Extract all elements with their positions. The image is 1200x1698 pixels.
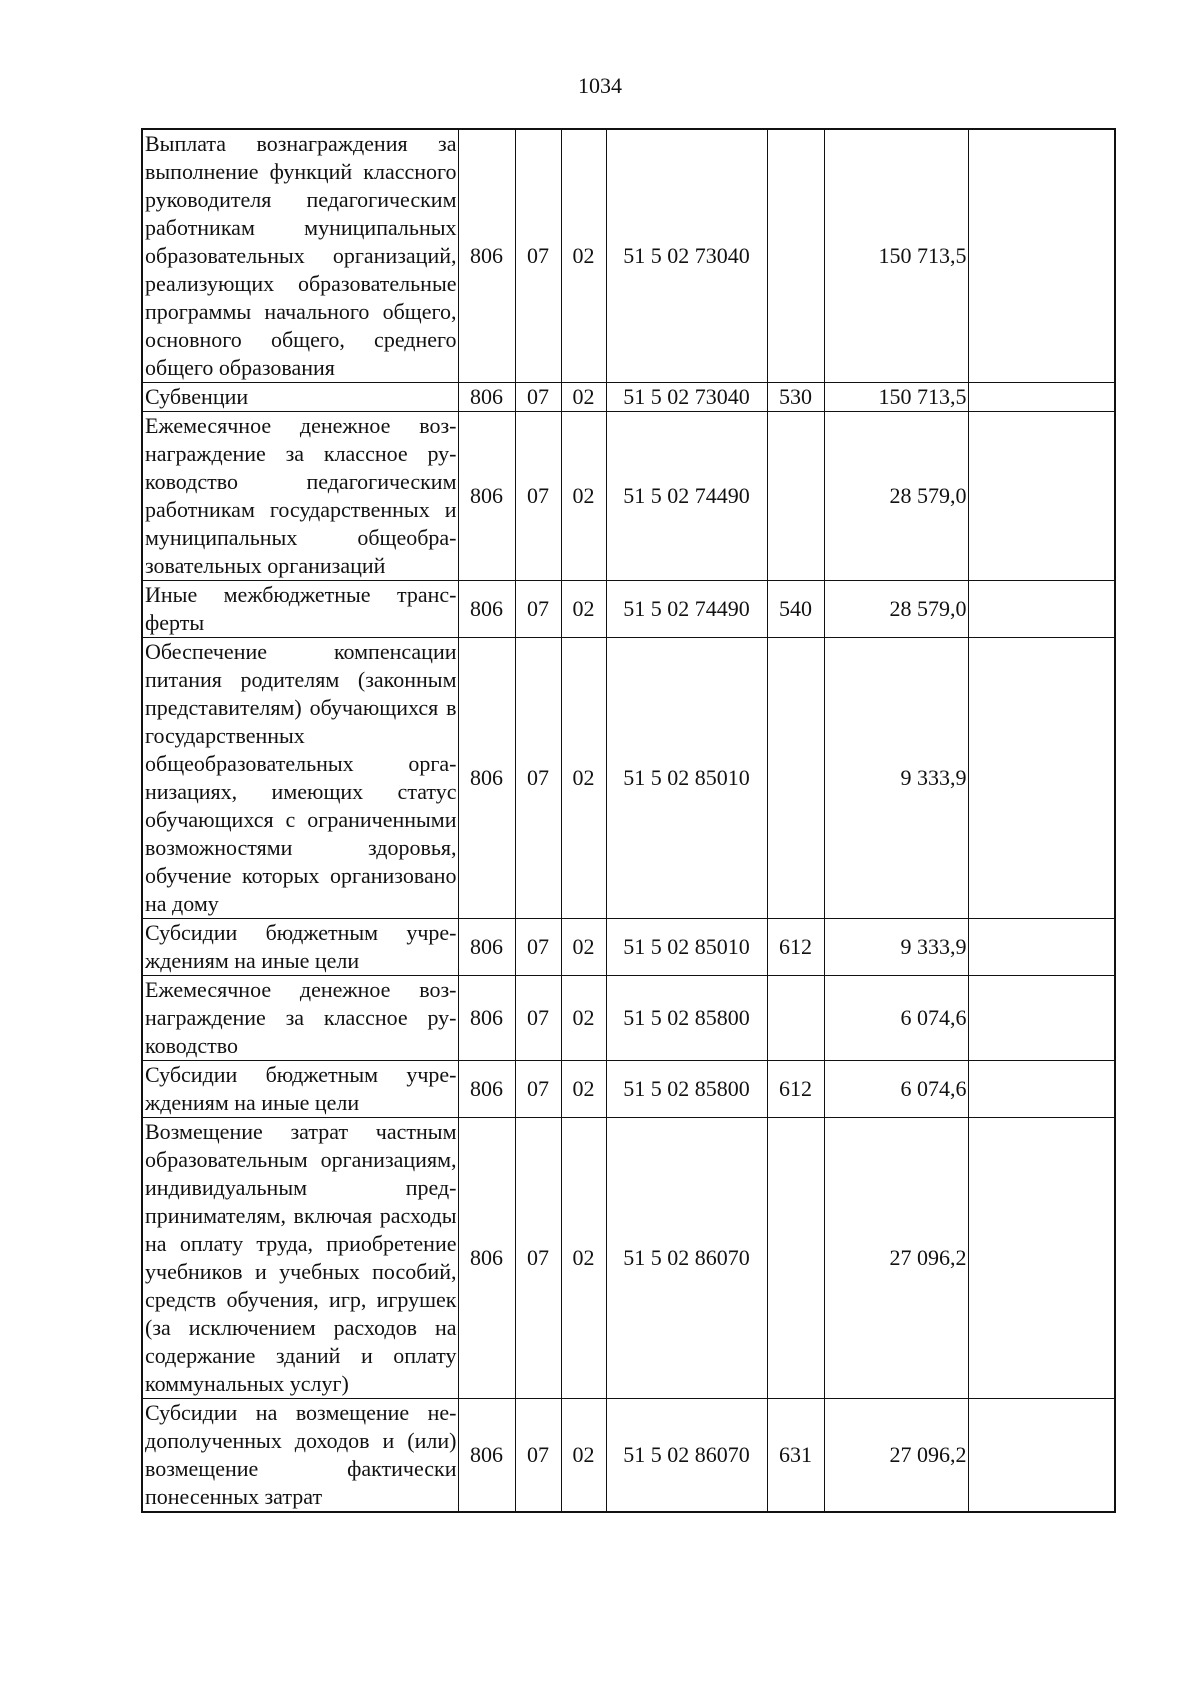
subsection-code-cell: 02: [561, 581, 606, 638]
subsection-code-cell: 02: [561, 412, 606, 581]
page-number: 1034: [578, 73, 622, 98]
row-name-cell: Иные межбюджетные трансферты: [142, 581, 458, 638]
target-article-cell: 51 5 02 86070: [606, 1118, 767, 1399]
section-code-cell: 07: [515, 581, 561, 638]
section-code-cell: 07: [515, 976, 561, 1061]
expense-type-cell: [767, 129, 824, 383]
amount-cell: 9 333,9: [824, 638, 968, 919]
table-row: [142, 1399, 1115, 1513]
extra-cell: [968, 1118, 1115, 1399]
table-row: [142, 976, 1115, 1061]
subsection-code-cell: 02: [561, 129, 606, 383]
section-code-cell: 07: [515, 919, 561, 976]
table-row: [142, 383, 1115, 412]
table-row: [142, 1118, 1115, 1399]
expense-type-cell: [767, 412, 824, 581]
amount-cell: 28 579,0: [824, 581, 968, 638]
ministry-code-cell: 806: [458, 412, 515, 581]
expense-type-cell: 530: [767, 383, 824, 412]
extra-cell: [968, 581, 1115, 638]
section-code-cell: 07: [515, 1061, 561, 1118]
extra-cell: [968, 129, 1115, 383]
subsection-code-cell: 02: [561, 1061, 606, 1118]
ministry-code-cell: 806: [458, 638, 515, 919]
row-name-cell: Субсидии на возмещение недополученных доходов и (или) возмещение фактически понесенных затрат: [142, 1399, 458, 1513]
table-body: [142, 129, 1115, 1512]
ministry-code-cell: 806: [458, 581, 515, 638]
expense-type-cell: [767, 638, 824, 919]
ministry-code-cell: 806: [458, 129, 515, 383]
section-code-cell: 07: [515, 412, 561, 581]
row-name-cell: Субсидии бюджетным учреждениям на иные цели: [142, 1061, 458, 1118]
subsection-code-cell: 02: [561, 919, 606, 976]
row-name-cell: Обеспечение компенсации питания родителям (законным представителям) обучающихся в государственных общеобразовательных организациях, имеющих статус обучающихся с ограниченными возможностями здоровья, обучение которых организовано на дому: [142, 638, 458, 919]
target-article-cell: 51 5 02 86070: [606, 1399, 767, 1513]
ministry-code-cell: 806: [458, 1399, 515, 1513]
table-row: [142, 1061, 1115, 1118]
table-row: [142, 581, 1115, 638]
target-article-cell: 51 5 02 85800: [606, 976, 767, 1061]
extra-cell: [968, 1399, 1115, 1513]
ministry-code-cell: 806: [458, 1118, 515, 1399]
target-article-cell: 51 5 02 73040: [606, 383, 767, 412]
section-code-cell: 07: [515, 129, 561, 383]
section-code-cell: 07: [515, 383, 561, 412]
section-code-cell: 07: [515, 1118, 561, 1399]
table-row: [142, 919, 1115, 976]
ministry-code-cell: 806: [458, 976, 515, 1061]
table-row: [142, 129, 1115, 383]
extra-cell: [968, 976, 1115, 1061]
target-article-cell: 51 5 02 74490: [606, 412, 767, 581]
row-name-cell: Ежемесячное денежное вознаграждение за классное руководство педагогическим работникам государственных и муниципальных общеобразовательных организаций: [142, 412, 458, 581]
expense-type-cell: [767, 976, 824, 1061]
subsection-code-cell: 02: [561, 638, 606, 919]
extra-cell: [968, 412, 1115, 581]
section-code-cell: 07: [515, 638, 561, 919]
subsection-code-cell: 02: [561, 1118, 606, 1399]
expense-type-cell: 612: [767, 1061, 824, 1118]
amount-cell: 150 713,5: [824, 383, 968, 412]
expense-type-cell: 612: [767, 919, 824, 976]
row-name-cell: Возмещение затрат частным образовательным организациям, индивидуальным предпринимателям, включая расходы на оплату труда, приобретение учебников и учебных пособий, средств обучения, игр, игрушек (за исключением расходов на содержание зданий и оплату коммунальных услуг): [142, 1118, 458, 1399]
amount-cell: 27 096,2: [824, 1118, 968, 1399]
ministry-code-cell: 806: [458, 1061, 515, 1118]
expense-type-cell: 540: [767, 581, 824, 638]
amount-cell: 6 074,6: [824, 976, 968, 1061]
expense-type-cell: [767, 1118, 824, 1399]
ministry-code-cell: 806: [458, 383, 515, 412]
row-name-cell: Ежемесячное денежное вознаграждение за классное руководство: [142, 976, 458, 1061]
section-code-cell: 07: [515, 1399, 561, 1513]
amount-cell: 9 333,9: [824, 919, 968, 976]
subsection-code-cell: 02: [561, 383, 606, 412]
amount-cell: 27 096,2: [824, 1399, 968, 1513]
ministry-code-cell: 806: [458, 919, 515, 976]
target-article-cell: 51 5 02 85800: [606, 1061, 767, 1118]
amount-cell: 6 074,6: [824, 1061, 968, 1118]
target-article-cell: 51 5 02 85010: [606, 638, 767, 919]
extra-cell: [968, 638, 1115, 919]
table-row: [142, 412, 1115, 581]
target-article-cell: 51 5 02 74490: [606, 581, 767, 638]
row-name-cell: Субвенции: [142, 383, 458, 412]
target-article-cell: 51 5 02 85010: [606, 919, 767, 976]
table-row: [142, 638, 1115, 919]
row-name-cell: Субсидии бюджетным учреждениям на иные цели: [142, 919, 458, 976]
amount-cell: 150 713,5: [824, 129, 968, 383]
amount-cell: 28 579,0: [824, 412, 968, 581]
target-article-cell: 51 5 02 73040: [606, 129, 767, 383]
expense-type-cell: 631: [767, 1399, 824, 1513]
subsection-code-cell: 02: [561, 976, 606, 1061]
row-name-cell: Выплата вознаграждения за выполнение функций классного руководителя педагогическим работникам муниципальных образовательных организаций, реализующих образовательные программы начального общего, основного общего, среднего общего образования: [142, 129, 458, 383]
budget-table: [141, 128, 1116, 1513]
extra-cell: [968, 1061, 1115, 1118]
extra-cell: [968, 919, 1115, 976]
extra-cell: [968, 383, 1115, 412]
subsection-code-cell: 02: [561, 1399, 606, 1513]
